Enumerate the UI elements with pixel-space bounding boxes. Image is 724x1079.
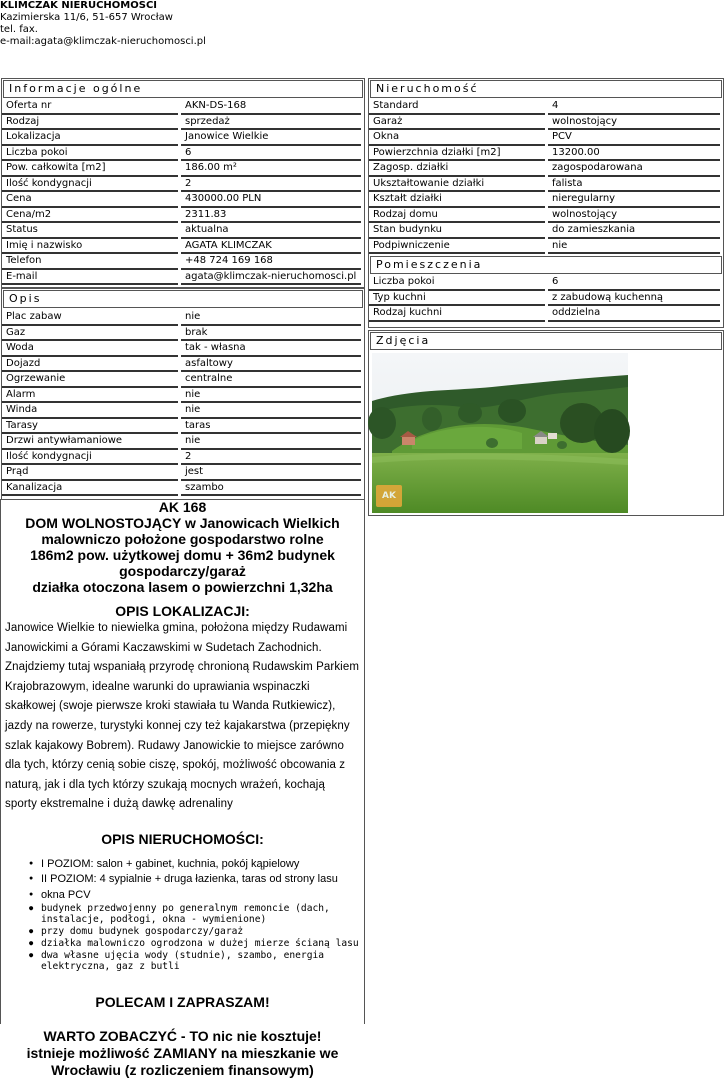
general-info-title: Informacje ogólne (3, 80, 363, 98)
field-value: 2 (181, 177, 361, 193)
general-info-panel (1, 78, 365, 288)
field-label: Cena (2, 192, 178, 208)
field-label: Okna (369, 130, 545, 146)
field-value: oddzielna (548, 306, 720, 322)
field-label: Lokalizacja (2, 130, 178, 146)
table-row (369, 192, 723, 208)
company-address: Kazimierska 11/6, 51-657 Wrocław (0, 12, 173, 23)
table-row (2, 465, 364, 481)
field-value: sprzedaż (181, 115, 361, 131)
field-label: Liczba pokoi (2, 146, 178, 162)
field-value: 2311.83 (181, 208, 361, 224)
table-row (2, 341, 364, 357)
table-row (2, 223, 364, 239)
field-label: Zagosp. działki (369, 161, 545, 177)
field-value: szambo (181, 481, 361, 497)
table-row (2, 419, 364, 435)
field-label: Typ kuchni (369, 291, 545, 307)
location-text: Janowice Wielkie to niewielka gmina, położona między Rudawami Janowickimi a Górami Kaczawskimi w Sudetach Zachodnich. Znajdziemy tutaj wspaniałą przyrodę chronioną Rudawskim Parkiem Krajobrazowym, idealne warunki do uprawiania wspinaczki skałkowej (swoje pierwsze kroki stawiała tu Wanda Rutkiewicz), jazdy na rowerze, turystyki konnej czy też kajakarstwa (przepiękny szlak kajakowy Bobrem). Rudawy Janowickie to miejsce zarówno dla tych, którzy cenią sobie ciszę, spokój, możliwość obcowania z naturą, jak i dla tych którzy szukają mocnych wrażeń, kochają sporty ekstremalne i dużą dawkę adrenaliny (5, 622, 360, 811)
field-value: taras (181, 419, 361, 435)
field-label: Winda (2, 403, 178, 419)
field-label: Alarm (2, 388, 178, 404)
field-value: nie (548, 239, 720, 255)
table-row (369, 223, 723, 239)
offer-headline-1: DOM WOLNOSTOJĄCY w Janowicach Wielkich (25, 515, 340, 531)
table-row (2, 481, 364, 497)
offer-headline-2: malowniczo położone gospodarstwo rolne (41, 531, 324, 547)
table-row (2, 146, 364, 162)
field-value: agata@klimczak-nieruchomosci.pl (181, 270, 361, 286)
field-label: Rodzaj kuchni (369, 306, 545, 322)
features-table (2, 310, 364, 496)
field-label: Powierzchnia działki [m2] (369, 146, 545, 162)
table-row (369, 306, 723, 322)
offer-code: AK 168 (158, 499, 207, 515)
field-value: nieregularny (548, 192, 720, 208)
field-value: aktualna (181, 223, 361, 239)
features-panel (1, 288, 365, 500)
table-row (2, 326, 364, 342)
field-value: falista (548, 177, 720, 193)
watermark-logo: AK (376, 485, 402, 507)
field-value: 186.00 m² (181, 161, 361, 177)
field-label: Garaż (369, 115, 545, 131)
list-item: ● II POZIOM: 4 sypialnie + druga łazienka, taras od strony lasu (29, 872, 364, 887)
field-value: asfaltowy (181, 357, 361, 373)
features-title: Opis (3, 290, 363, 308)
table-row (2, 450, 364, 466)
field-value: 4 (548, 99, 720, 115)
offer-headline-4: gospodarczy/garaż (119, 563, 246, 579)
field-label: Ukształtowanie działki (369, 177, 545, 193)
table-row (2, 115, 364, 131)
field-label: Dojazd (2, 357, 178, 373)
table-row (369, 177, 723, 193)
field-value: z zabudową kuchenną (548, 291, 720, 307)
field-value: nie (181, 310, 361, 326)
table-row (369, 291, 723, 307)
table-row (369, 208, 723, 224)
field-label: Woda (2, 341, 178, 357)
field-label: Status (2, 223, 178, 239)
final-line-2: istnieje możliwość ZAMIANY na mieszkanie we (26, 1045, 339, 1062)
general-info-table (2, 99, 364, 285)
field-value: 13200.00 (548, 146, 720, 162)
table-row (369, 115, 723, 131)
field-value: tak - własna (181, 341, 361, 357)
table-row (2, 434, 364, 450)
field-label: Ogrzewanie (2, 372, 178, 388)
field-value: centralne (181, 372, 361, 388)
table-row (2, 161, 364, 177)
field-label: Prąd (2, 465, 178, 481)
closing-text: POLECAM I ZAPRASZAM! (95, 994, 270, 1011)
table-row (2, 177, 364, 193)
field-label: Kształt działki (369, 192, 545, 208)
field-label: Kanalizacja (2, 481, 178, 497)
table-row (369, 99, 723, 115)
field-value: 430000.00 PLN (181, 192, 361, 208)
field-value: do zamieszkania (548, 223, 720, 239)
table-row (2, 192, 364, 208)
field-value: nie (181, 388, 361, 404)
rooms-table (369, 275, 723, 322)
company-email: e-mail:agata@klimczak-nieruchomosci.pl (0, 36, 206, 47)
property-table (369, 99, 723, 254)
table-row (2, 403, 364, 419)
field-value: AKN-DS-168 (181, 99, 361, 115)
field-label: Liczba pokoi (369, 275, 545, 291)
field-label: Telefon (2, 254, 178, 270)
field-value: brak (181, 326, 361, 342)
table-row (2, 388, 364, 404)
table-row (369, 275, 723, 291)
field-value: 6 (548, 275, 720, 291)
field-value: nie (181, 434, 361, 450)
field-label: Tarasy (2, 419, 178, 435)
field-label: Plac zabaw (2, 310, 178, 326)
field-value: wolnostojący (548, 208, 720, 224)
field-label: Podpiwniczenie (369, 239, 545, 255)
field-label: Rodzaj domu (369, 208, 545, 224)
table-row (2, 372, 364, 388)
field-label: Gaz (2, 326, 178, 342)
offer-headline-5: działka otoczona lasem o powierzchni 1,32ha (32, 579, 333, 595)
list-item: ● okna PCV (29, 888, 364, 903)
company-phone: tel. fax. (0, 24, 38, 35)
field-value: 2 (181, 450, 361, 466)
table-row (2, 239, 364, 255)
rooms-title: Pomieszczenia (370, 256, 722, 274)
photos-title: Zdjęcia (370, 332, 722, 350)
property-features-list (1, 857, 364, 973)
field-value: Janowice Wielkie (181, 130, 361, 146)
property-photo[interactable] (372, 353, 628, 513)
field-label: Imię i nazwisko (2, 239, 178, 255)
table-row (369, 130, 723, 146)
property-title: Nieruchomość (370, 80, 722, 98)
table-row (2, 208, 364, 224)
description-section (0, 499, 365, 1079)
field-label: E-mail (2, 270, 178, 286)
field-label: Ilość kondygnacji (2, 177, 178, 193)
field-label: Stan budynku (369, 223, 545, 239)
final-line-3: Wrocławiu (z rozliczeniem finansowym) (51, 1062, 314, 1079)
list-item: ● I POZIOM: salon + gabinet, kuchnia, pokój kąpielowy (29, 857, 364, 872)
field-label: Standard (369, 99, 545, 115)
table-row (2, 130, 364, 146)
table-row (2, 270, 364, 286)
field-label: Cena/m2 (2, 208, 178, 224)
table-row (2, 310, 364, 326)
final-line-1: WARTO ZOBACZYĆ - TO nic nie kosztuje! (43, 1028, 322, 1045)
landscape-image (372, 353, 628, 513)
list-item: ● przy domu budynek gospodarczy/garaż (29, 926, 364, 937)
list-item: ● działka malowniczo ogrodzona w dużej mierze ścianą lasu (29, 938, 364, 949)
field-label: Oferta nr (2, 99, 178, 115)
field-value: zagospodarowana (548, 161, 720, 177)
table-row (369, 146, 723, 162)
field-value: wolnostojący (548, 115, 720, 131)
table-row (2, 357, 364, 373)
field-value: +48 724 169 168 (181, 254, 361, 270)
field-label: Pow. całkowita [m2] (2, 161, 178, 177)
field-value: 6 (181, 146, 361, 162)
agency-header (0, 0, 206, 48)
property-panel (368, 78, 724, 328)
offer-headline-3: 186m2 pow. użytkowej domu + 36m2 budynek (30, 547, 335, 563)
location-heading: OPIS LOKALIZACJI: (115, 603, 250, 619)
table-row (2, 99, 364, 115)
field-value: jest (181, 465, 361, 481)
field-label: Drzwi antywłamaniowe (2, 434, 178, 450)
table-row (2, 254, 364, 270)
field-value: nie (181, 403, 361, 419)
property-heading: OPIS NIERUCHOMOŚCI: (101, 830, 264, 847)
table-row (369, 239, 723, 255)
field-label: Rodzaj (2, 115, 178, 131)
field-label: Ilość kondygnacji (2, 450, 178, 466)
field-value: AGATA KLIMCZAK (181, 239, 361, 255)
list-item: ● dwa własne ujęcia wody (studnie), szambo, energia elektryczna, gaz z butli (29, 950, 364, 972)
field-value: PCV (548, 130, 720, 146)
company-name: KLIMCZAK NIERUCHOMOŚCI (0, 0, 158, 11)
list-item: ● budynek przedwojenny po generalnym remoncie (dach, instalacje, podłogi, okna - wymienione) (29, 903, 364, 925)
table-row (369, 161, 723, 177)
